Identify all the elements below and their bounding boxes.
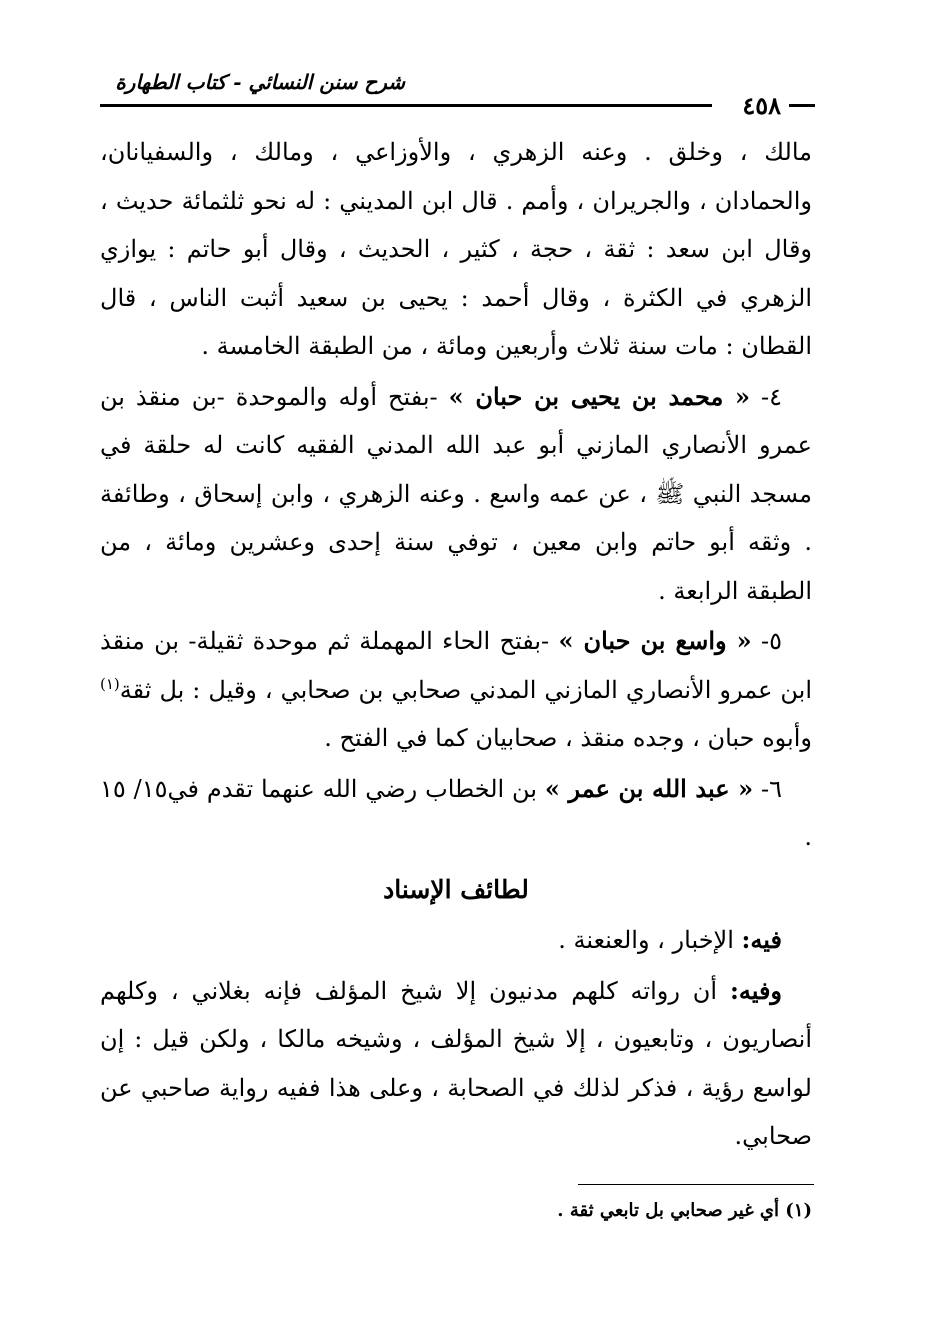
paragraph-narrator-5	[100, 617, 812, 763]
fihi-label: فيه:	[741, 925, 782, 954]
narrator-6-number: ٦-	[761, 774, 782, 803]
narrator-4-name: « محمد بن يحيى بن حبان »	[448, 381, 751, 411]
paragraph-narrator-6	[100, 765, 812, 862]
narrator-5-name: « واسع بن حبان »	[558, 626, 752, 655]
wafihi-label: وفيه:	[729, 975, 782, 1005]
narrator-4-number: ٤-	[761, 382, 782, 411]
main-text	[100, 128, 812, 1161]
paragraph-narrator-4	[100, 373, 812, 616]
page-number-block	[715, 88, 815, 122]
narrator-6-name: « عبد الله بن عمر »	[544, 773, 754, 803]
paragraph-wafihi	[100, 967, 812, 1161]
header-rule	[100, 104, 712, 107]
header-title: شرح سنن النسائي - كتاب الطهارة	[115, 70, 405, 94]
wafihi-text: أن رواته كلهم مدنيون إلا شيخ المؤلف فإنه بغلاني ، وكلهم أنصاريون ، وتابعيون ، إلا شيخ المؤلف ، وشيخه مالكا ، ولكن قيل : إن لواسع رؤية ، فذكر لذلك في الصحابة ، وعلى هذا ففيه رواية صاحبي عن صحابي.	[100, 976, 812, 1150]
page-number: ٤٥٨	[742, 90, 781, 120]
narrator-6-text: بن الخطاب رضي الله عنهما تقدم في١٥/ ١٥ .	[100, 774, 812, 851]
paragraph-yahya-bio: مالك ، وخلق . وعنه الزهري ، والأوزاعي ، ومالك ، والسفيانان، والحمادان ، والجريران ، وأمم . قال ابن المديني : له نحو ثلثمائة حديث ، وقال ابن سعد : ثقة ، حجة ، كثير ، الحديث ، وقال أبو حاتم : يوازي الزهري في الكثرة ، وقال أحمد : يحيى بن سعيد أثبت الناس ، قال القطان : مات سنة ثلاث وأربعين ومائة ، من الطبقة الخامسة .	[100, 138, 812, 360]
narrator-4-text: -بفتح أوله والموحدة -بن منقذ بن عمرو الأنصاري المازني أبو عبد الله المدني الفقيه كانت له حلقة في مسجد النبي ﷺ ، عن عمه واسع . وعنه الزهري ، وابن إسحاق ، وطائفة . وثقه أبو حاتم وابن معين ، توفي سنة إحدى وعشرين ومائة ، من الطبقة الرابعة .	[100, 382, 812, 605]
narrator-5-number: ٥-	[761, 627, 782, 655]
footnote-rule	[578, 1184, 814, 1185]
page-number-dash	[789, 104, 815, 107]
footnote: (١) أي غير صحابي بل تابعي ثقة .	[557, 1200, 812, 1221]
footnote-reference: (١)	[100, 674, 120, 693]
paragraph-fihi	[100, 916, 812, 965]
narrator-5-text: -بفتح الحاء المهملة ثم موحدة ثقيلة- بن منقذ ابن عمرو الأنصاري المازني المدني صحابي بن صحابي ، وقيل : بل ثقة	[100, 627, 812, 704]
fihi-text: الإخبار ، والعنعنة .	[558, 926, 734, 954]
running-header	[100, 70, 815, 118]
narrator-5-text-continued: وأبوه حبان ، وجده منقذ ، صحابيان كما في الفتح .	[324, 724, 812, 752]
section-heading: لطائف الإسناد	[383, 874, 529, 904]
